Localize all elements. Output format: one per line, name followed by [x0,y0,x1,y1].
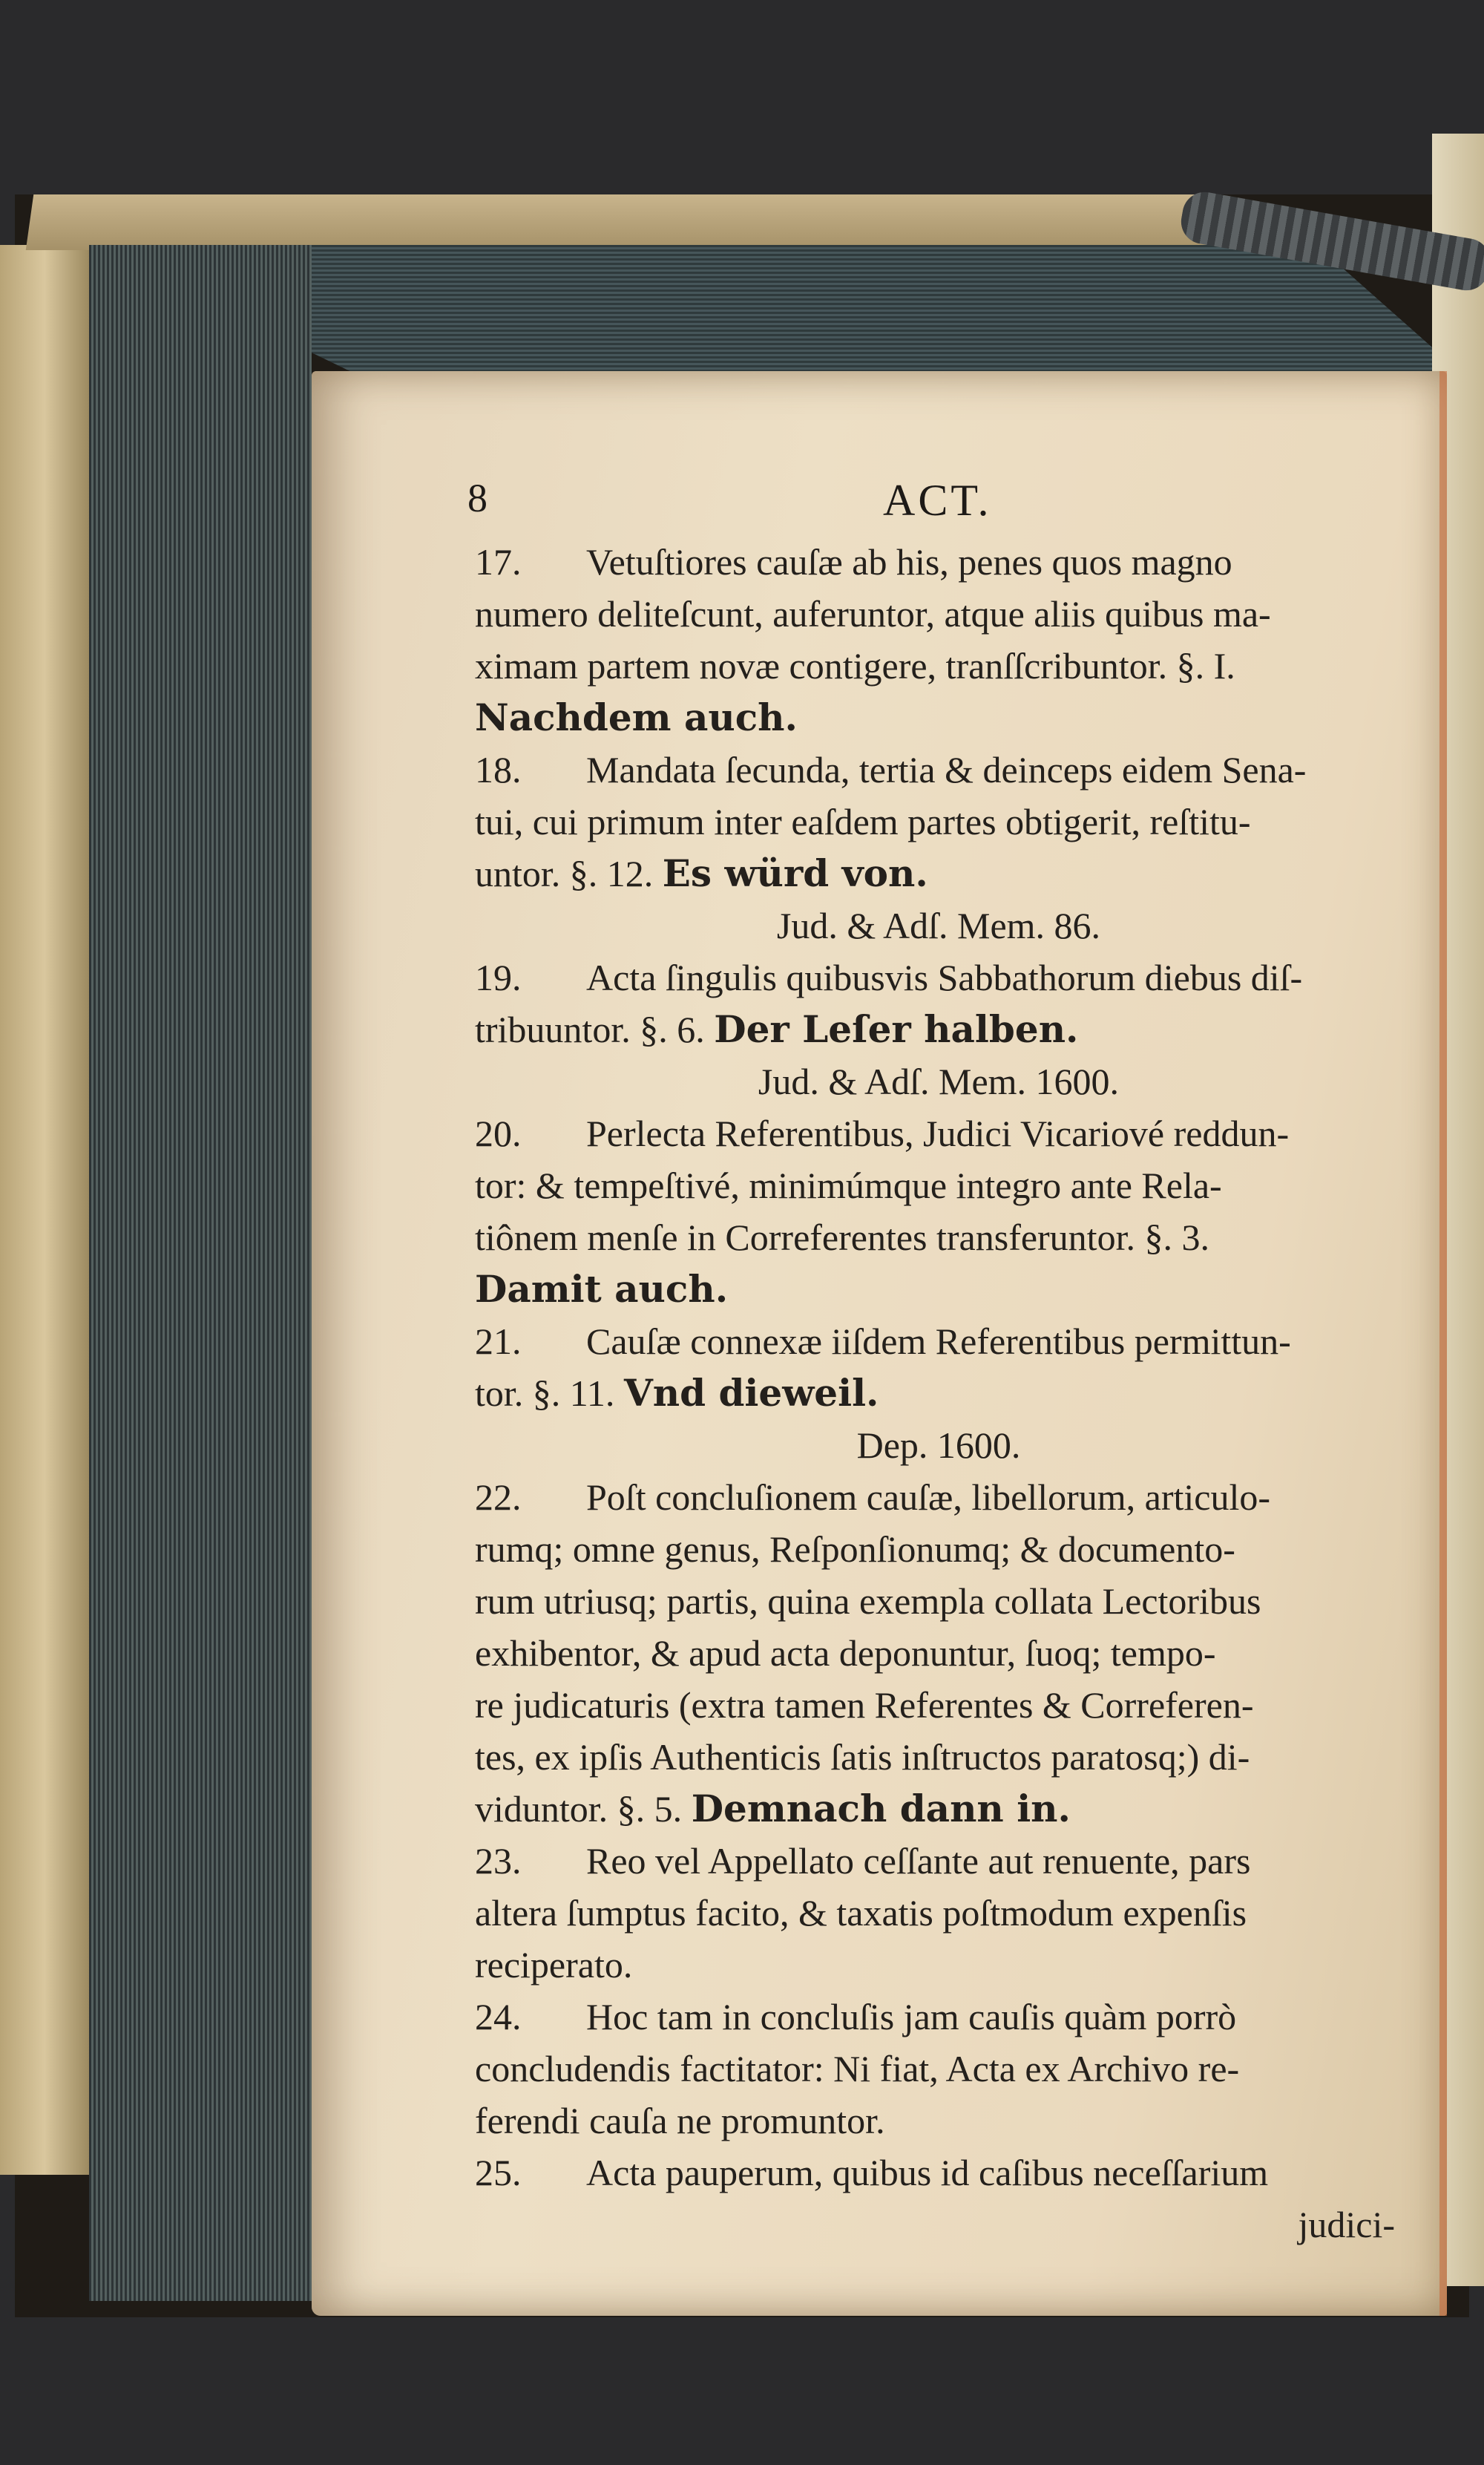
book-top-board [26,194,1221,250]
text-line: 24. Hoc tam in concluſis jam cauſis quàm porrò [475,1996,1237,2037]
text-line: viduntor. §. 5. Demnach dann in. [475,1787,1071,1830]
text-line: 21. Cauſæ connexæ iiſdem Referentibus permittun- [475,1320,1291,1362]
text-line: rumq; omne genus, Reſponſionumq; & documento- [475,1528,1235,1570]
text-line: ferendi cauſa ne promuntor. [475,2100,885,2141]
text-line: 22. Poſt concluſionem cauſæ, libellorum, articulo- [475,1476,1271,1518]
text-line: 19. Acta ſingulis quibusvis Sabbathorum diebus diſ- [475,957,1303,998]
text-line: tor. §. 11. Vnd dieweil. [475,1371,879,1415]
text-line: untor. §. 12. Es würd von. [475,851,928,895]
book-cover-left [0,245,89,2175]
text-line: exhibentor, & apud acta deponuntur, ſuoq; tempo- [475,1632,1216,1674]
text-line: rum utriusq; partis, quina exempla collata Lectoribus [475,1580,1261,1622]
text-line: tribuuntor. §. 6. Der Leſer halben. [475,1007,1079,1051]
text-line: reciperato. [475,1944,633,1986]
text-line: concludendis factitator: Ni fiat, Acta ex Archivo re- [475,2048,1240,2089]
text-line: tor: & tempeſtivé, minimúmque integro ante Rela- [475,1165,1222,1206]
text-line: 17. Vetuſtiores cauſæ ab his, penes quos magno [475,541,1232,583]
section-heading: Jud. & Adſ. Mem. 1600. [758,1061,1120,1102]
running-title: ACT. [883,476,992,525]
section-heading: Jud. & Adſ. Mem. 86. [776,905,1101,946]
running-head [0,475,1484,534]
text-line: altera ſumptus facito, & taxatis poſtmodum expenſis [475,1892,1247,1934]
text-line: tui, cui primum inter eaſdem partes obtigerit, reſtitu- [475,801,1251,842]
text-line: 20. Perlecta Referentibus, Judici Vicariové reddun- [475,1113,1290,1154]
text-line: re judicaturis (extra tamen Referentes & Correferen- [475,1684,1254,1726]
text-line: ximam partem novæ contigere, tranſſcribuntor. §. I. [475,645,1235,687]
catchword: judici- [1298,2204,1395,2245]
text-line: 25. Acta pauperum, quibus id caſibus neceſſarium [475,2152,1269,2193]
text-line: tiônem menſe in Correferentes transferuntor. §. 3. [475,1217,1209,1258]
text-line: Damit auch. [475,1267,729,1311]
text-line: tes, ex ipſis Authenticis ſatis inſtructos paratosq;) di- [475,1736,1250,1778]
text-line: numero deliteſcunt, auferuntor, atque aliis quibus ma- [475,593,1271,635]
section-heading: Dep. 1600. [856,1424,1021,1466]
text-line: Nachdem auch. [475,695,798,739]
text-line: 23. Reo vel Appellato ceſſante aut renuente, pars [475,1840,1251,1882]
page-edges-side [89,245,312,2301]
text-line: 18. Mandata ſecunda, tertia & deinceps eidem Sena- [475,749,1307,790]
page-number: 8 [467,476,487,520]
